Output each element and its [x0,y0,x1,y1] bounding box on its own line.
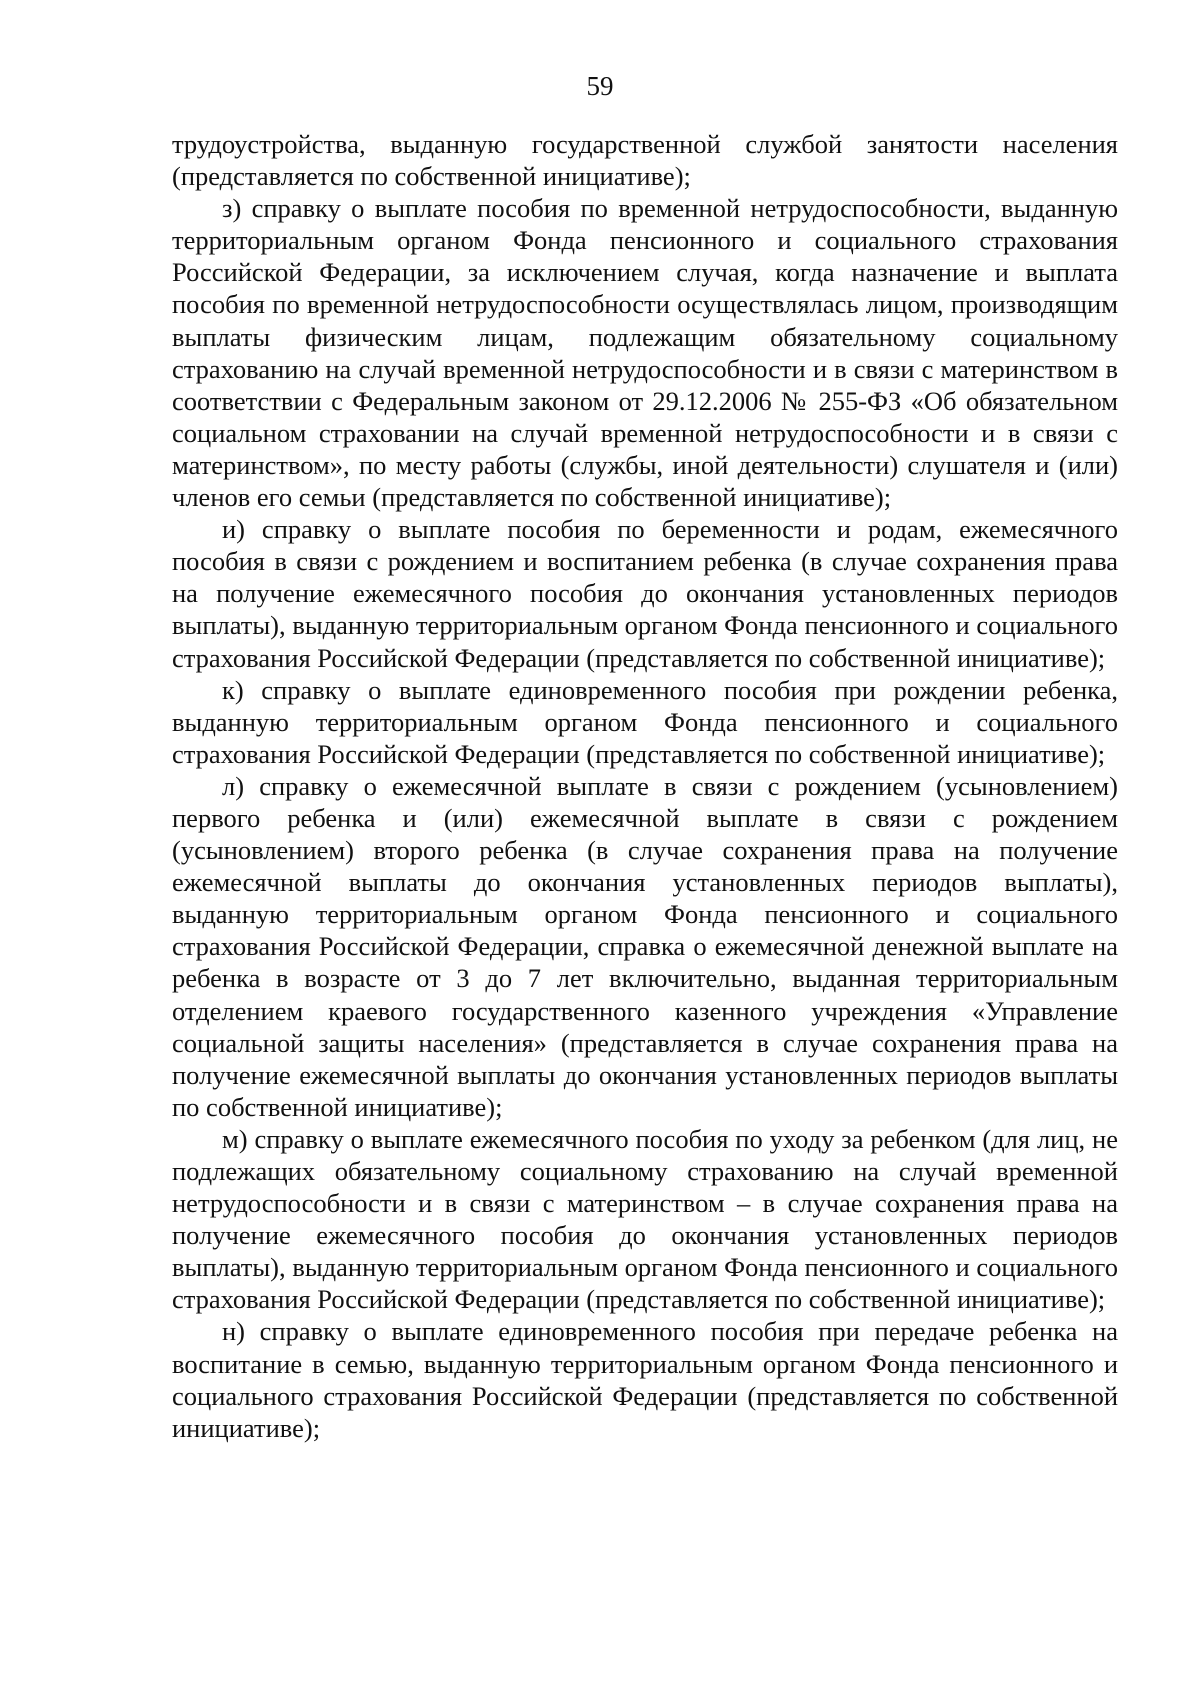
paragraph-continuation: трудоустройства, выданную государственной службой занятости населения (представляется по собственной инициативе); [172,129,1118,192]
paragraph-item-n: н) справку о выплате единовременного пособия при передаче ребенка на воспитание в семью, выданную территориальным органом Фонда пенсионного и социального страхования Российской Федерации (представляется по собственной инициативе); [172,1316,1118,1443]
page-number: 59 [586,71,614,101]
paragraph-item-z: з) справку о выплате пособия по временной нетрудоспособности, выданную территориальным органом Фонда пенсионного и социального страхования Российской Федерации, за исключением случая, когда назначение и выплата пособия по временной нетрудоспособности осуществлялась лицом, производящим выплаты физическим лицам, подлежащим обязательному социальному страхованию на случай временной нетрудоспособности и в связи с материнством в соответствии с Федеральным законом от 29.12.2006 № 255-ФЗ «Об обязательном социальном страховании на случай временной нетрудоспособности и в связи с материнством», по месту работы (службы, иной деятельности) слушателя и (или) членов его семьи (представляется по собственной инициативе); [172,193,1118,513]
paragraph-item-k: к) справку о выплате единовременного пособия при рождении ребенка, выданную территориальным органом Фонда пенсионного и социального страхования Российской Федерации (представляется по собственной инициативе); [172,674,1118,769]
document-body [172,128,1118,1444]
paragraph-item-l: л) справку о ежемесячной выплате в связи с рождением (усыновлением) первого ребенка и (или) ежемесячной выплате в связи с рождением (усыновлением) второго ребенка (в случае сохранения права на получение ежемесячной выплаты до окончания установленных периодов выплаты), выданную территориальным органом Фонда пенсионного и социального страхования Российской Федерации, справка о ежемесячной денежной выплате на ребенка в возрасте от 3 до 7 лет включительно, выданная территориальным отделением краевого государственного казенного учреждения «Управление социальной защиты населения» (представляется в случае сохранения права на получение ежемесячной выплаты до окончания установленных периодов выплаты по собственной инициативе); [172,770,1118,1122]
paragraph-item-m: м) справку о выплате ежемесячного пособия по уходу за ребенком (для лиц, не подлежащих обязательному социальному страхованию на случай временной нетрудоспособности и в связи с материнством – в случае сохранения права на получение ежемесячного пособия до окончания установленных периодов выплаты), выданную территориальным органом Фонда пенсионного и социального страхования Российской Федерации (представляется по собственной инициативе); [172,1123,1118,1315]
paragraph-item-i: и) справку о выплате пособия по беременности и родам, ежемесячного пособия в связи с рождением и воспитанием ребенка (в случае сохранения права на получение ежемесячного пособия до окончания установленных периодов выплаты), выданную территориальным органом Фонда пенсионного и социального страхования Российской Федерации (представляется по собственной инициативе); [172,514,1118,673]
